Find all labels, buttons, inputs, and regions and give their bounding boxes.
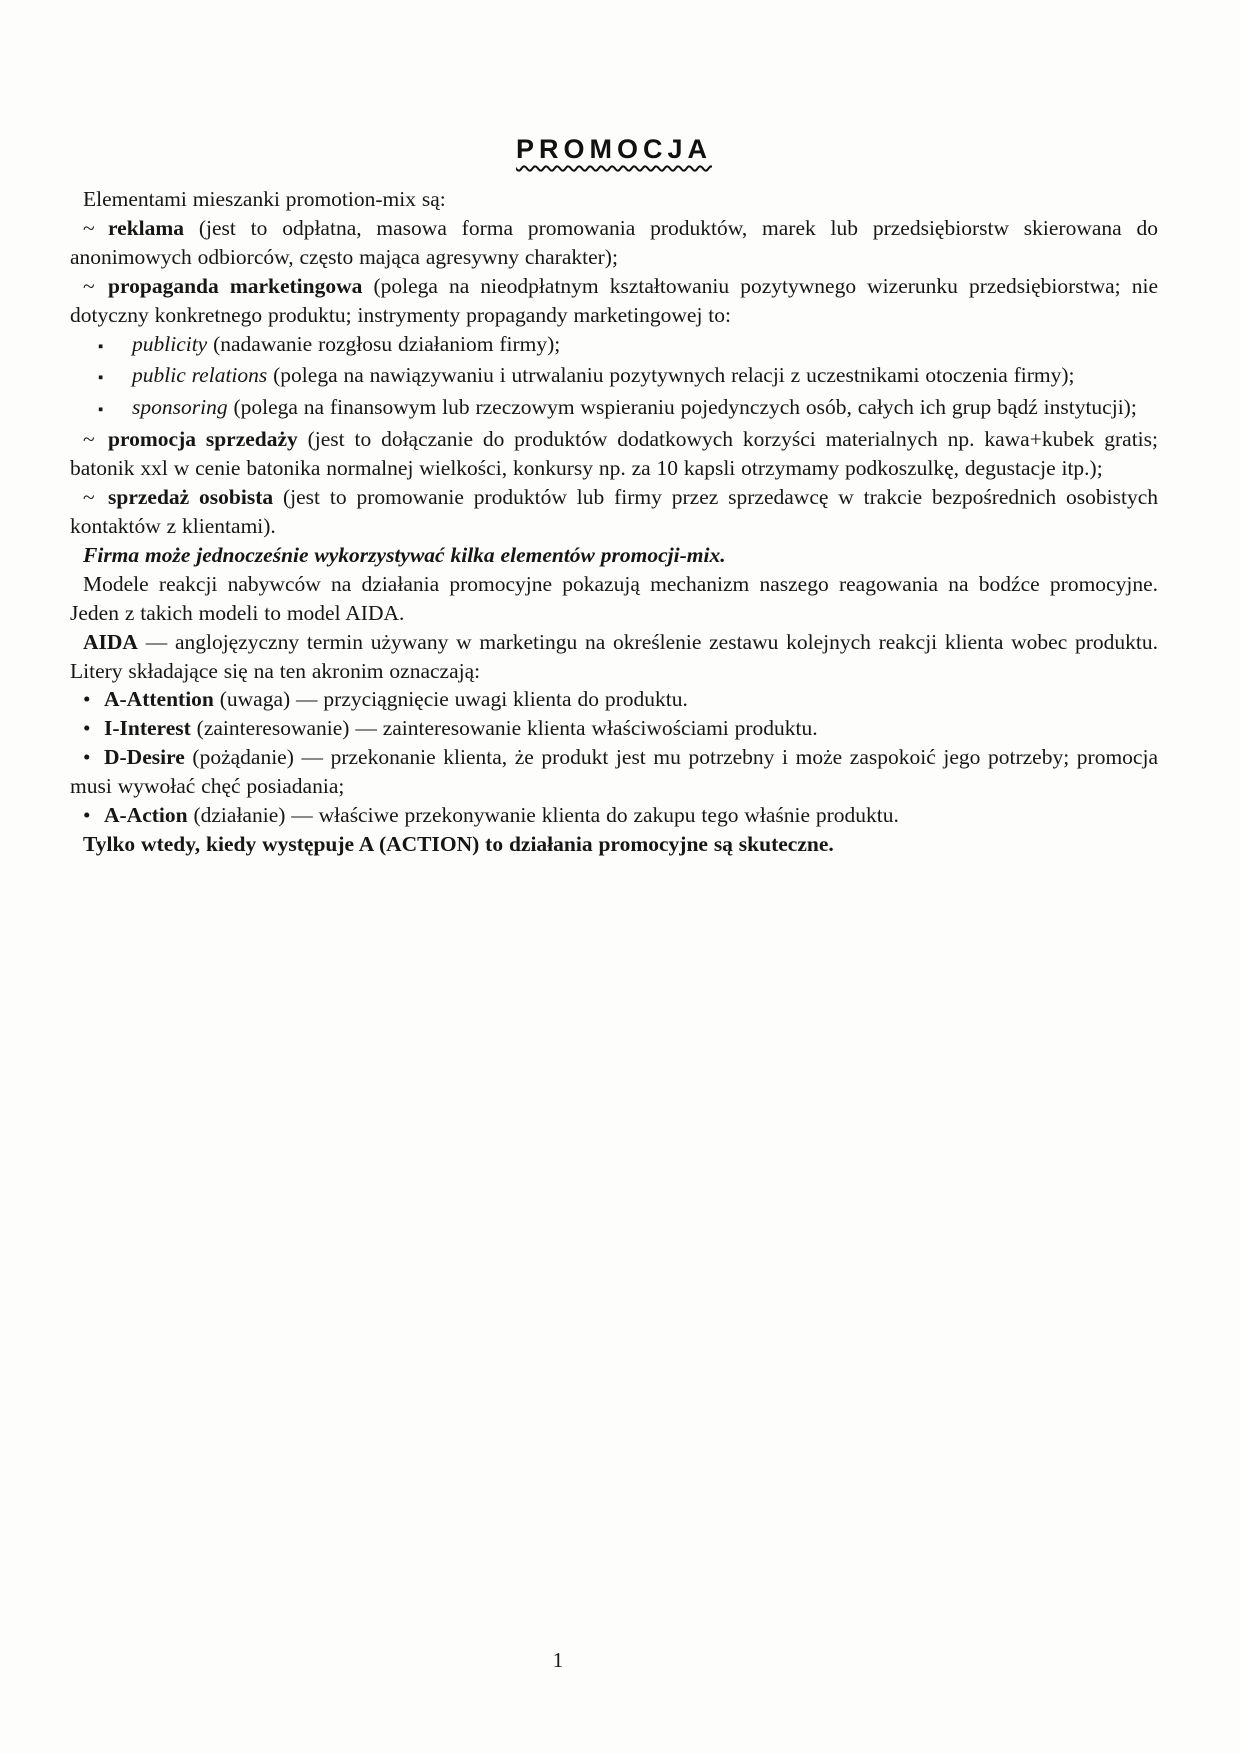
round-bullet-marker: • <box>83 716 91 741</box>
square-bullet-marker: ▪ <box>98 370 104 387</box>
list-item-propaganda-marketingowa <box>70 272 1158 330</box>
tilde-marker: ~ <box>83 485 95 510</box>
tilde-marker: ~ <box>83 273 95 298</box>
square-bullet-marker: ▪ <box>98 338 104 355</box>
list-item-sprzedaz-osobista <box>70 483 1158 541</box>
list-item-promocja-sprzedazy <box>70 425 1158 483</box>
round-bullet-marker: • <box>83 687 91 712</box>
term: promocja sprzedaży <box>108 427 298 452</box>
page-title: PROMOCJA <box>515 134 712 164</box>
definition-text: (polega na nawiązywaniu i utrwalaniu pozytywnych relacji z uczestnikami otoczenia firmy); <box>267 363 1075 388</box>
aida-definition-paragraph <box>70 628 1158 686</box>
definition-text: (działanie) — właściwe przekonywanie klienta do zakupu tego właśnie produktu. <box>187 803 899 828</box>
emphasis-paragraph: Firma może jednocześnie wykorzystywać kilka elementów promocji-mix. <box>83 542 726 567</box>
definition-text: — anglojęzyczny termin używany w marketingu na określenie zestawu kolejnych reakcji klienta wobec produktu. Litery składające się na ten akronim oznaczają: <box>70 629 1158 683</box>
page-number: 1 <box>552 1648 564 1672</box>
term: propaganda marketingowa <box>108 273 363 298</box>
tilde-marker: ~ <box>83 427 95 452</box>
term: A-Action <box>104 803 188 828</box>
round-bullet-marker: • <box>83 745 91 770</box>
term: sponsoring <box>132 395 228 420</box>
sublist-item-sponsoring <box>70 393 1158 425</box>
sublist-item-publicity <box>70 330 1158 362</box>
sublist-item-public-relations <box>70 361 1158 393</box>
aida-item-interest <box>70 714 1158 743</box>
square-bullet-marker: ▪ <box>98 402 104 419</box>
definition-text: (nadawanie rozgłosu działaniom firmy); <box>207 331 561 356</box>
definition-text: (polega na nieodpłatnym kształtowaniu pozytywnego wizerunku przedsiębiorstwa; nie dotyczny konkretnego produktu; instrymenty propagandy marketingowej to: <box>70 273 1158 327</box>
definition-text: (polega na finansowym lub rzeczowym wspieraniu pojedynczych osób, całych ich grup bądź instytucji); <box>227 395 1137 420</box>
term: reklama <box>108 215 185 240</box>
term: AIDA <box>83 629 138 654</box>
conclusion-paragraph: Tylko wtedy, kiedy występuje A (ACTION) to działania promocyjne są skuteczne. <box>83 831 834 856</box>
round-bullet-marker: • <box>83 803 91 828</box>
aida-item-attention <box>70 685 1158 714</box>
list-item-reklama <box>70 214 1158 272</box>
aida-item-action <box>70 801 1158 830</box>
definition-text: (uwaga) — przyciągnięcie uwagi klienta do produktu. <box>213 687 688 712</box>
term: A-Attention <box>104 687 214 712</box>
document-content <box>70 134 1158 859</box>
definition-text: (jest to dołączanie do produktów dodatkowych korzyści materialnych np. kawa+kubek gratis; batonik xxl w cenie batonika normalnej wielkości, konkursy np. za 10 kapsli otrzymamy podkoszulkę, degustacje itp.); <box>70 427 1158 481</box>
tilde-marker: ~ <box>83 215 95 240</box>
term: I-Interest <box>104 716 191 741</box>
models-paragraph: Modele reakcji nabywców na działania promocyjne pokazują mechanizm naszego reagowania na bodźce promocyjne. Jeden z takich modeli to model AIDA. <box>70 571 1158 625</box>
term: D-Desire <box>104 745 185 770</box>
intro-paragraph: Elementami mieszanki promotion-mix są: <box>83 187 446 211</box>
aida-item-desire <box>70 743 1158 801</box>
term: publicity <box>132 331 208 356</box>
term: public relations <box>132 363 268 388</box>
definition-text: (zainteresowanie) — zainteresowanie klienta właściwościami produktu. <box>190 716 818 741</box>
definition-text: (jest to promowanie produktów lub firmy przez sprzedawcę w trakcie bezpośrednich osobistych kontaktów z klientami). <box>70 485 1158 538</box>
term: sprzedaż osobista <box>108 485 274 510</box>
definition-text: (jest to odpłatna, masowa forma promowania produktów, marek lub przedsiębiorstw skierowana do anonimowych odbiorców, często mająca agresywny charakter); <box>70 215 1158 269</box>
definition-text: (pożądanie) — przekonanie klienta, że produkt jest mu potrzebny i może zaspokoić jego potrzeby; promocja musi wywołać chęć posiadania; <box>70 745 1158 799</box>
